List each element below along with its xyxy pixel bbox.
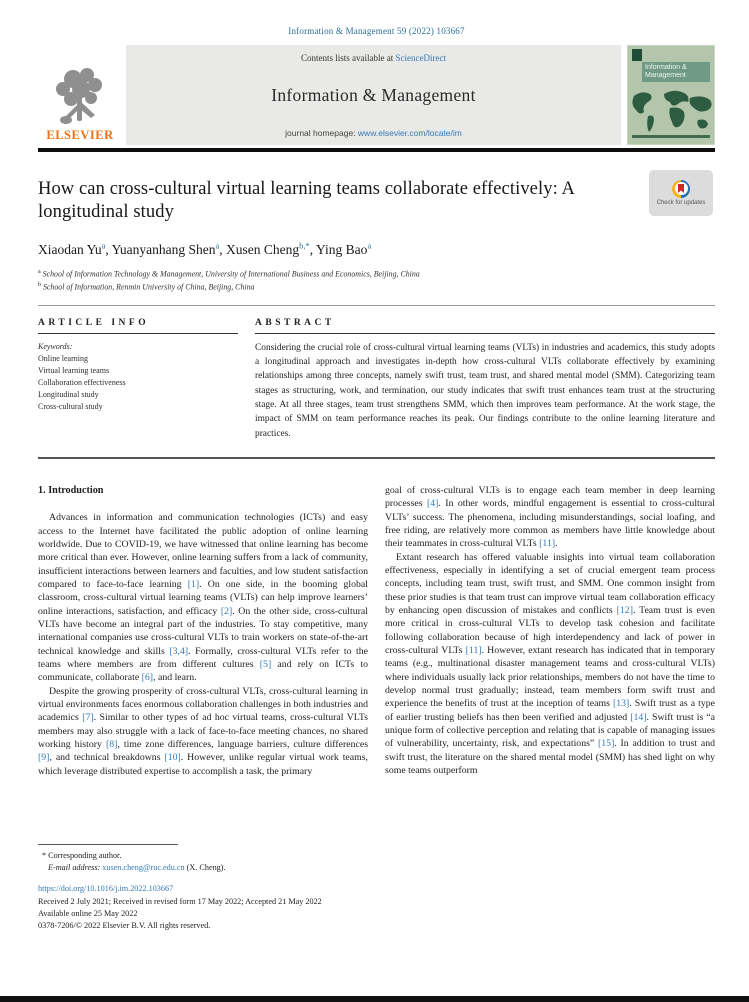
email-suffix: (X. Cheng). — [184, 863, 226, 873]
keyword: Collaboration effectiveness — [38, 377, 126, 387]
title-row — [38, 178, 715, 223]
author: Xiaodan Yu$^a$, — [38, 240, 112, 257]
banner-journal-title: Information & Management — [271, 85, 476, 105]
keyword: Virtual learning teams — [38, 365, 110, 375]
journal-cover-thumbnail[interactable] — [627, 45, 715, 145]
email-line — [38, 862, 678, 874]
section-heading-introduction: 1. Introduction — [38, 484, 104, 496]
keyword: Longitudinal study — [38, 389, 99, 399]
abstract-text: Considering the crucial role of cross-cultural virtual learning teams (VLTs) in industries and academics, this study adopts a longitudinal approach and investigates in-depth how cross-cultural VLTs collaborate effectively by examining relationships among three concepts, namely swift trust, team trust, and shared mental model (SMM). Categorizing team stages as structuring, work, and termination, our study indicates that swift trust enhances team trust at the structuring stage. At all three stages, team trust strengthens SMM, which then improves team performance. At the work stage, the impact of SMM on team performance reaches its peak. Our findings contribute to the online learning literature and practices. — [255, 342, 715, 439]
homepage-url-link[interactable]: www.elsevier.com/locate/im — [357, 128, 462, 138]
author: Ying Bao$^a$ — [316, 240, 372, 257]
check-for-updates-button[interactable] — [649, 170, 713, 216]
elsevier-logo — [38, 45, 122, 145]
author: Xusen Cheng$^{b,*}$, — [226, 240, 317, 257]
contents-line — [136, 53, 611, 63]
abstract-rule — [255, 333, 715, 334]
elsevier-wordmark: ELSEVIER — [46, 128, 114, 142]
body-right-column — [385, 484, 715, 778]
keywords-label: Keywords: — [38, 341, 73, 351]
viewer-bottom-bar — [0, 996, 749, 1002]
footnote-block — [38, 844, 678, 932]
sciencedirect-link[interactable]: ScienceDirect — [395, 53, 446, 63]
article-info-heading: ARTICLE INFO — [38, 317, 150, 328]
available-online-line: Available online 25 May 2022 — [38, 908, 138, 918]
cover-corner-mark — [632, 49, 642, 61]
abstract-heading: ABSTRACT — [255, 317, 335, 328]
footnote-divider — [38, 844, 178, 845]
body-columns — [38, 484, 715, 778]
cover-bottom-strip — [632, 135, 710, 138]
doi-link[interactable]: https://doi.org/10.1016/j.im.2022.103667 — [38, 884, 174, 894]
keywords-block — [38, 341, 238, 413]
corresponding-author-note: * Corresponding author. — [42, 851, 122, 860]
journal-reference: Information & Management 59 (2022) 103667 — [288, 26, 465, 36]
copyright-line: 0378-7206/© 2022 Elsevier B.V. All rights reserved. — [38, 921, 211, 931]
author-affiliation-sup: a — [367, 240, 372, 250]
cover-title: Information & Management — [642, 62, 710, 82]
affiliation: $^b$ School of Information, Renmin University of China, Beijing, China — [38, 281, 255, 292]
author: Yuanyanhang Shen$^a$, — [111, 240, 227, 257]
abstract-column — [255, 318, 715, 441]
affiliation: $^a$ School of Information Technology & Management, University of International Business and Economics, Beijing, China — [38, 268, 420, 279]
affiliation-list — [38, 267, 715, 293]
email-link[interactable]: xusen.cheng@ruc.edu.cn — [102, 863, 185, 873]
body-paragraph: Extant research has offered valuable insights into virtual team collaboration effectiveness, especially in identifying a set of crucial emergent team process concepts, including team trust, swift trust, and SMM. One common insight from these prior studies is that team trust can improve virtual team collaboration efficacy by enhancing open discussion of mistakes and conflicts [12]. Team trust is even more critical in cross-cultural VLTs to develop task cohesion and facilitate following collaboration because of high interdependency and lack of power in cross-cultural VLTs [11]. However, extant research has indicated that in temporary teams (e.g., multinational disaster management teams and cross-cultural VLTs) where individuals usually lack prior relationships, members do not have the time to develop normal trust gradually; instead, team members form swift trust and experience the benefits of trust at the inception of teams [13]. Swift trust as a type of earlier trusting beliefs has then been verified and adjusted [14]. Swift trust is “a unique form of collective perception and relating that is capable of managing issues of vulnerability, uncertainty, risk, and expectations” [15]. In addition to trust and swift trust, the literature on the shared mental model (SMM) has shed light on why some teams outperform — [385, 551, 716, 777]
homepage-label: journal homepage: — [285, 128, 358, 138]
author-affiliation-sup: a — [215, 240, 220, 250]
header-divider — [38, 148, 715, 152]
body-paragraph: Despite the growing prosperity of cross-cultural VLTs, cross-cultural learning in virtual environments faces enormous collaboration challenges in both industries and academics [7]. Similar to other types of ad hoc virtual teams, cross-cultural VLTs members may also struggle with a lack of face-to-face meeting chances, no shared working history [8], time zone differences, language barriers, culture differences [9], and technical breakdowns [10]. However, unlike regular virtual work teams, which leverage distributed expertise to accomplish a task, the primary — [38, 685, 369, 777]
info-block-bottom-divider — [38, 457, 715, 459]
author-affiliation-sup: b,* — [299, 240, 310, 250]
article-info-rule — [38, 333, 238, 334]
journal-banner — [38, 45, 715, 145]
doi-line — [38, 883, 678, 895]
keyword: Cross-cultural study — [38, 401, 103, 411]
author-affiliation-sup: a — [101, 240, 106, 250]
homepage-line — [136, 128, 611, 138]
check-for-updates-label: Check for updates — [656, 199, 706, 206]
body-left-column — [38, 484, 368, 778]
info-abstract-block — [38, 306, 715, 441]
author-list — [38, 240, 715, 258]
keyword: Online learning — [38, 353, 88, 363]
bookmark-icon — [678, 184, 684, 193]
check-for-updates-icon — [672, 180, 690, 198]
body-paragraph: Advances in information and communication technologies (ICTs) and easy access to the Internet have facilitated the public adoption of online learning worldwide. Due to COVID-19, we have witnessed that online learning has become more critical than ever. However, online learning suffers from a lack of community, insufficient interactions between learners and faculties, and low student satisfaction compared to face-to-face learning [1]. On one side, in the booming global classroom, cross-cultural virtual learning teams (VLTs) can help improve learners’ online interactions, satisfaction, and efficacy [2]. On the other side, cross-cultural VLTs have become an integral part of the industries. To stay competitive, many international companies use cross-cultural VLTs to train workers on state-of-the-art technical knowledge and skills [3,4]. Formally, cross-cultural VLTs refer to the teams where members are from different cultures [5] and rely on ICTs to communicate, collaborate [6], and learn. — [38, 512, 369, 684]
elsevier-tree-icon — [51, 65, 109, 127]
banner-center — [126, 45, 621, 145]
body-paragraph: goal of cross-cultural VLTs is to engage each team member in deep learning processes [4]. In other words, mindful engagement is essential to cross-cultural VLTs’ success. The phenomena, including misunderstandings, social loafing, and free riding, are relatively more common as members have little knowledge about their teammates in cross-cultural VLTs [11]. — [385, 484, 715, 550]
contents-prefix: Contents lists available at — [301, 53, 396, 63]
received-line: Received 2 July 2021; Received in revised form 17 May 2022; Accepted 21 May 2022 — [38, 896, 322, 906]
email-label: E-mail address: — [48, 863, 103, 873]
article-info-column — [38, 318, 238, 441]
article-title: How can cross-cultural virtual learning teams collaborate effectively: A longitudinal study — [38, 179, 574, 222]
